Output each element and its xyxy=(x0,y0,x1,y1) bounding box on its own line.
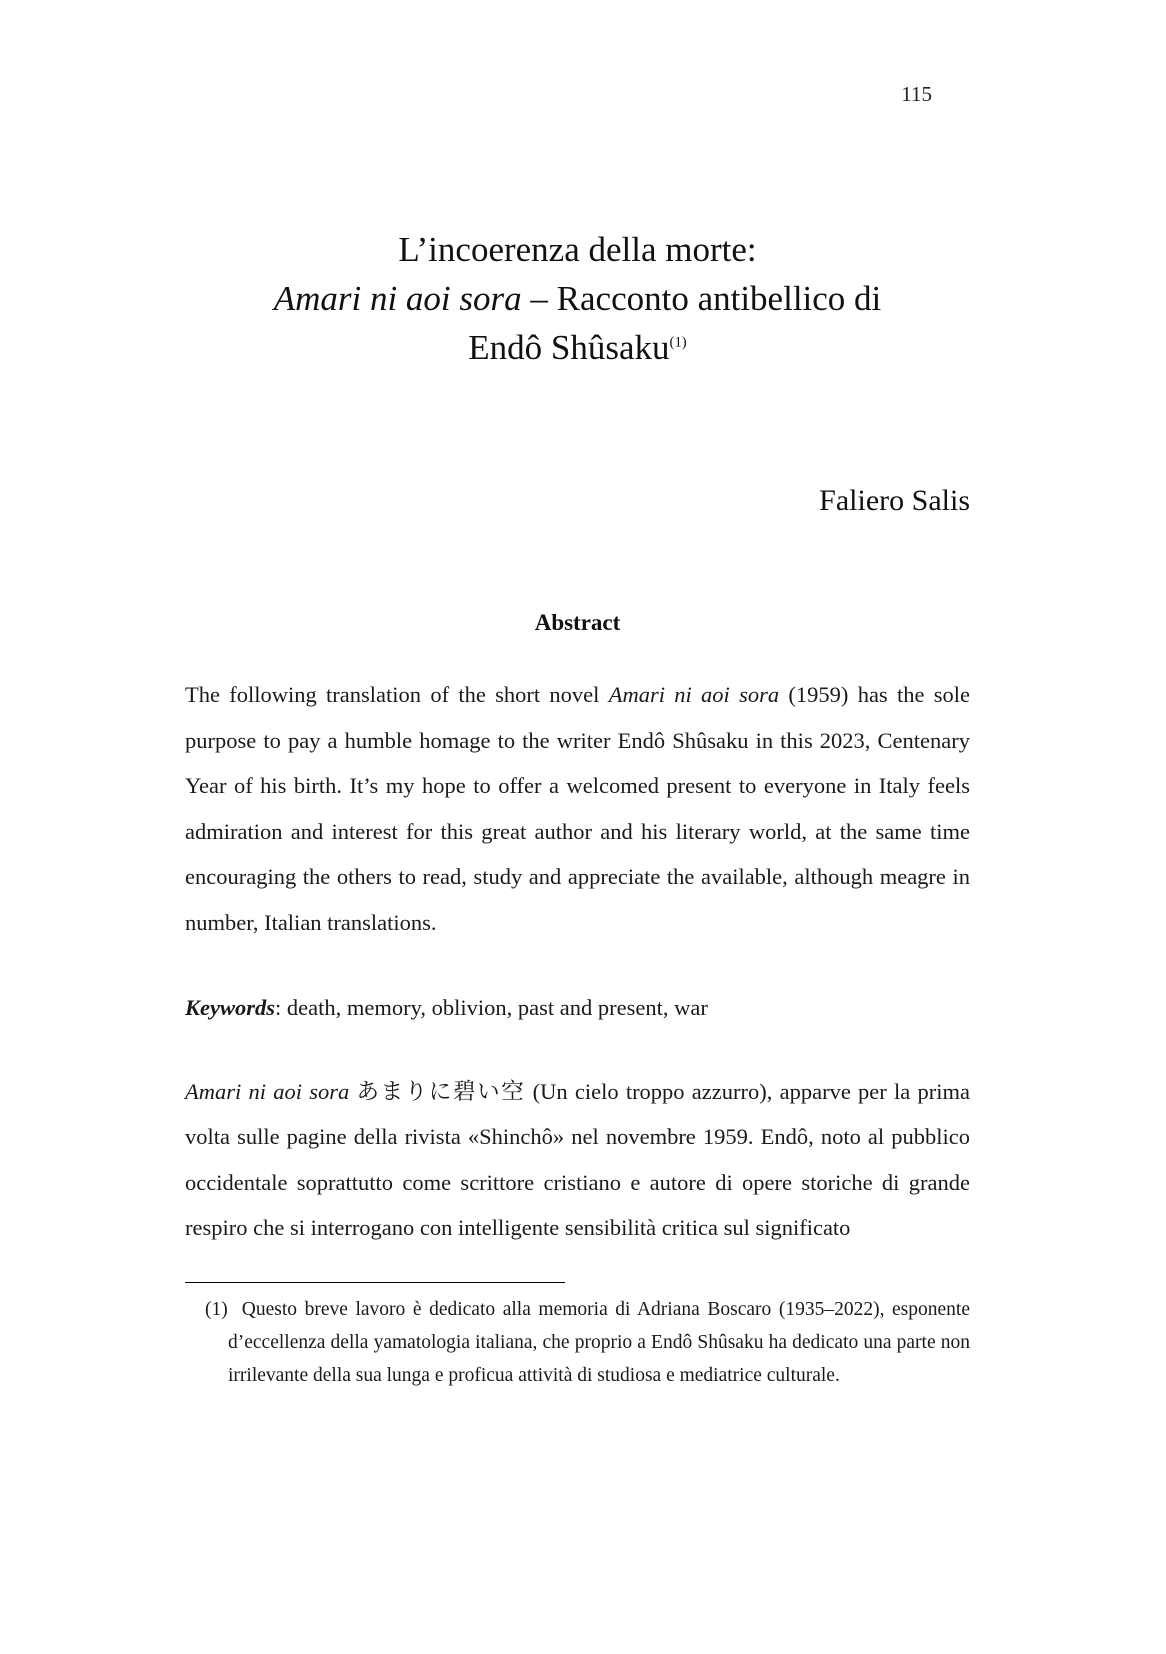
keywords-line: Keywords: death, memory, oblivion, past and present, war xyxy=(185,995,708,1020)
paper-title xyxy=(185,225,970,372)
footnote xyxy=(185,1293,970,1392)
author-name: Faliero Salis xyxy=(819,484,970,517)
title-line-1: L’incoerenza della morte: xyxy=(398,230,757,269)
body-paragraph: Amari ni aoi sora あまりに碧い空 (Un cielo troppo azzurro), apparve per la prima volta sulle pagine della rivista «Shinchô» nel novembre 1959. Endô, noto al pubblico occidentale soprattutto come scrittore cristiano e autore di opere storiche di grande respiro che si interrogano con intelligente sensibilità critica sul significato xyxy=(185,1078,970,1240)
footnote-marker: (1) xyxy=(205,1299,228,1320)
title-line-2: Amari ni aoi sora – Racconto antibellico di xyxy=(273,279,882,318)
footnote-area xyxy=(185,1282,970,1392)
footnote-separator-rule xyxy=(185,1282,565,1283)
page-number: 115 xyxy=(901,82,932,106)
footnote-text: Questo breve lavoro è dedicato alla memoria di Adriana Boscaro (1935–2022), esponente d’eccellenza della yamatologia italiana, che proprio a Endô Shûsaku ha dedicato una parte non irrilevante della sua lunga e proficua attività di studiosa e mediatrice culturale. xyxy=(228,1299,970,1386)
abstract-heading: Abstract xyxy=(534,610,621,635)
title-line-3: Endô Shûsaku$^{(1)}$ xyxy=(468,328,687,367)
abstract-paragraph: The following translation of the short novel Amari ni aoi sora (1959) has the sole purpose to pay a humble homage to the writer Endô Shûsaku in this 2023, Centenary Year of his birth. It’s my hope to offer a welcomed present to everyone in Italy feels admiration and interest for this great author and his literary world, at the same time encouraging the others to read, study and appreciate the available, although meagre in number, Italian translations. xyxy=(185,682,971,935)
